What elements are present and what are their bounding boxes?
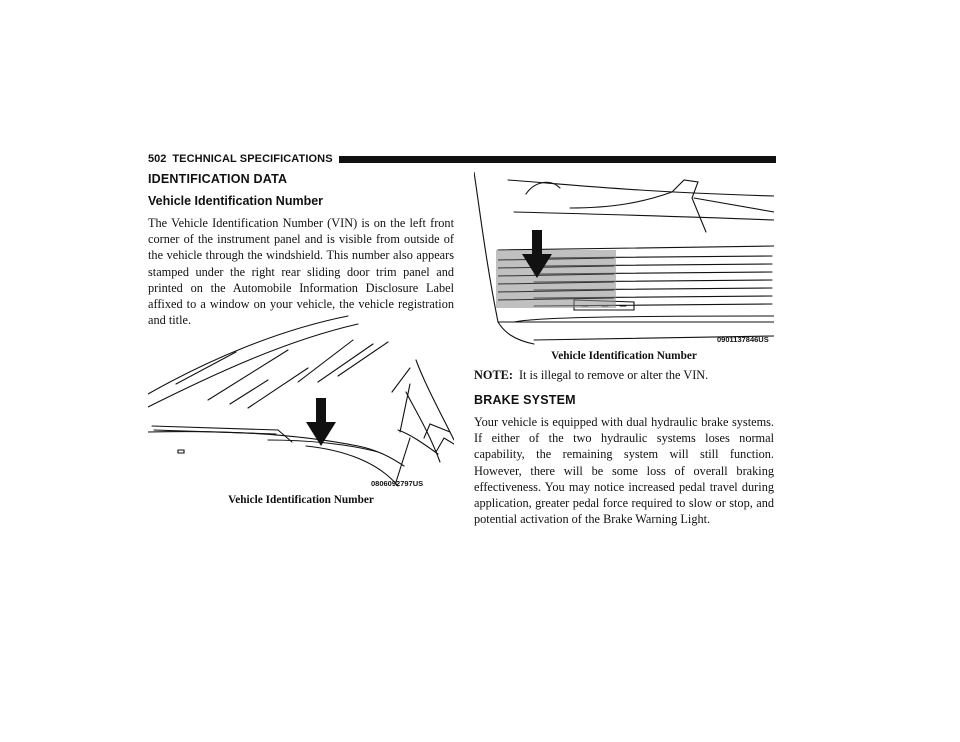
windshield-illustration bbox=[148, 312, 454, 490]
note-label: NOTE: bbox=[474, 368, 513, 382]
brake-section-title: BRAKE SYSTEM bbox=[474, 393, 576, 407]
figure-caption-left: Vehicle Identification Number bbox=[228, 494, 374, 506]
header-rule bbox=[339, 156, 776, 163]
note bbox=[474, 368, 708, 383]
left-column bbox=[148, 172, 454, 328]
page-number: 502 bbox=[148, 153, 167, 165]
running-header bbox=[148, 151, 776, 167]
figure-caption-right: Vehicle Identification Number bbox=[551, 350, 697, 362]
door-sill-illustration bbox=[474, 172, 774, 346]
figure-code-left: 0806092797US bbox=[371, 479, 424, 488]
note-text: It is illegal to remove or alter the VIN. bbox=[518, 368, 709, 382]
subsection-title: Vehicle Identification Number bbox=[148, 194, 324, 208]
brake-paragraph: Your vehicle is equipped with dual hydraulic brake systems. If either of the two hydraulic systems loses normal capability, the remaining system will still function. However, there will be some loss of overall braking effectiveness. You may notice increased pedal travel during application, greater pedal force required to slow or stop, and potential activation of the Brake Warning Light. bbox=[474, 415, 774, 527]
figure-code-right: 0901137846US bbox=[717, 335, 769, 344]
vin-paragraph: The Vehicle Identification Number (VIN) is on the left front corner of the instrument panel and is visible from outside of the vehicle through the windshield. This number also appears stamped under the right rear sliding door trim panel and printed on the Automobile Information Disclosure Label affixed to a window on your vehicle, the vehicle registration and title. bbox=[148, 216, 454, 328]
section-name: TECHNICAL SPECIFICATIONS bbox=[172, 153, 333, 165]
section-title: IDENTIFICATION DATA bbox=[148, 172, 288, 186]
